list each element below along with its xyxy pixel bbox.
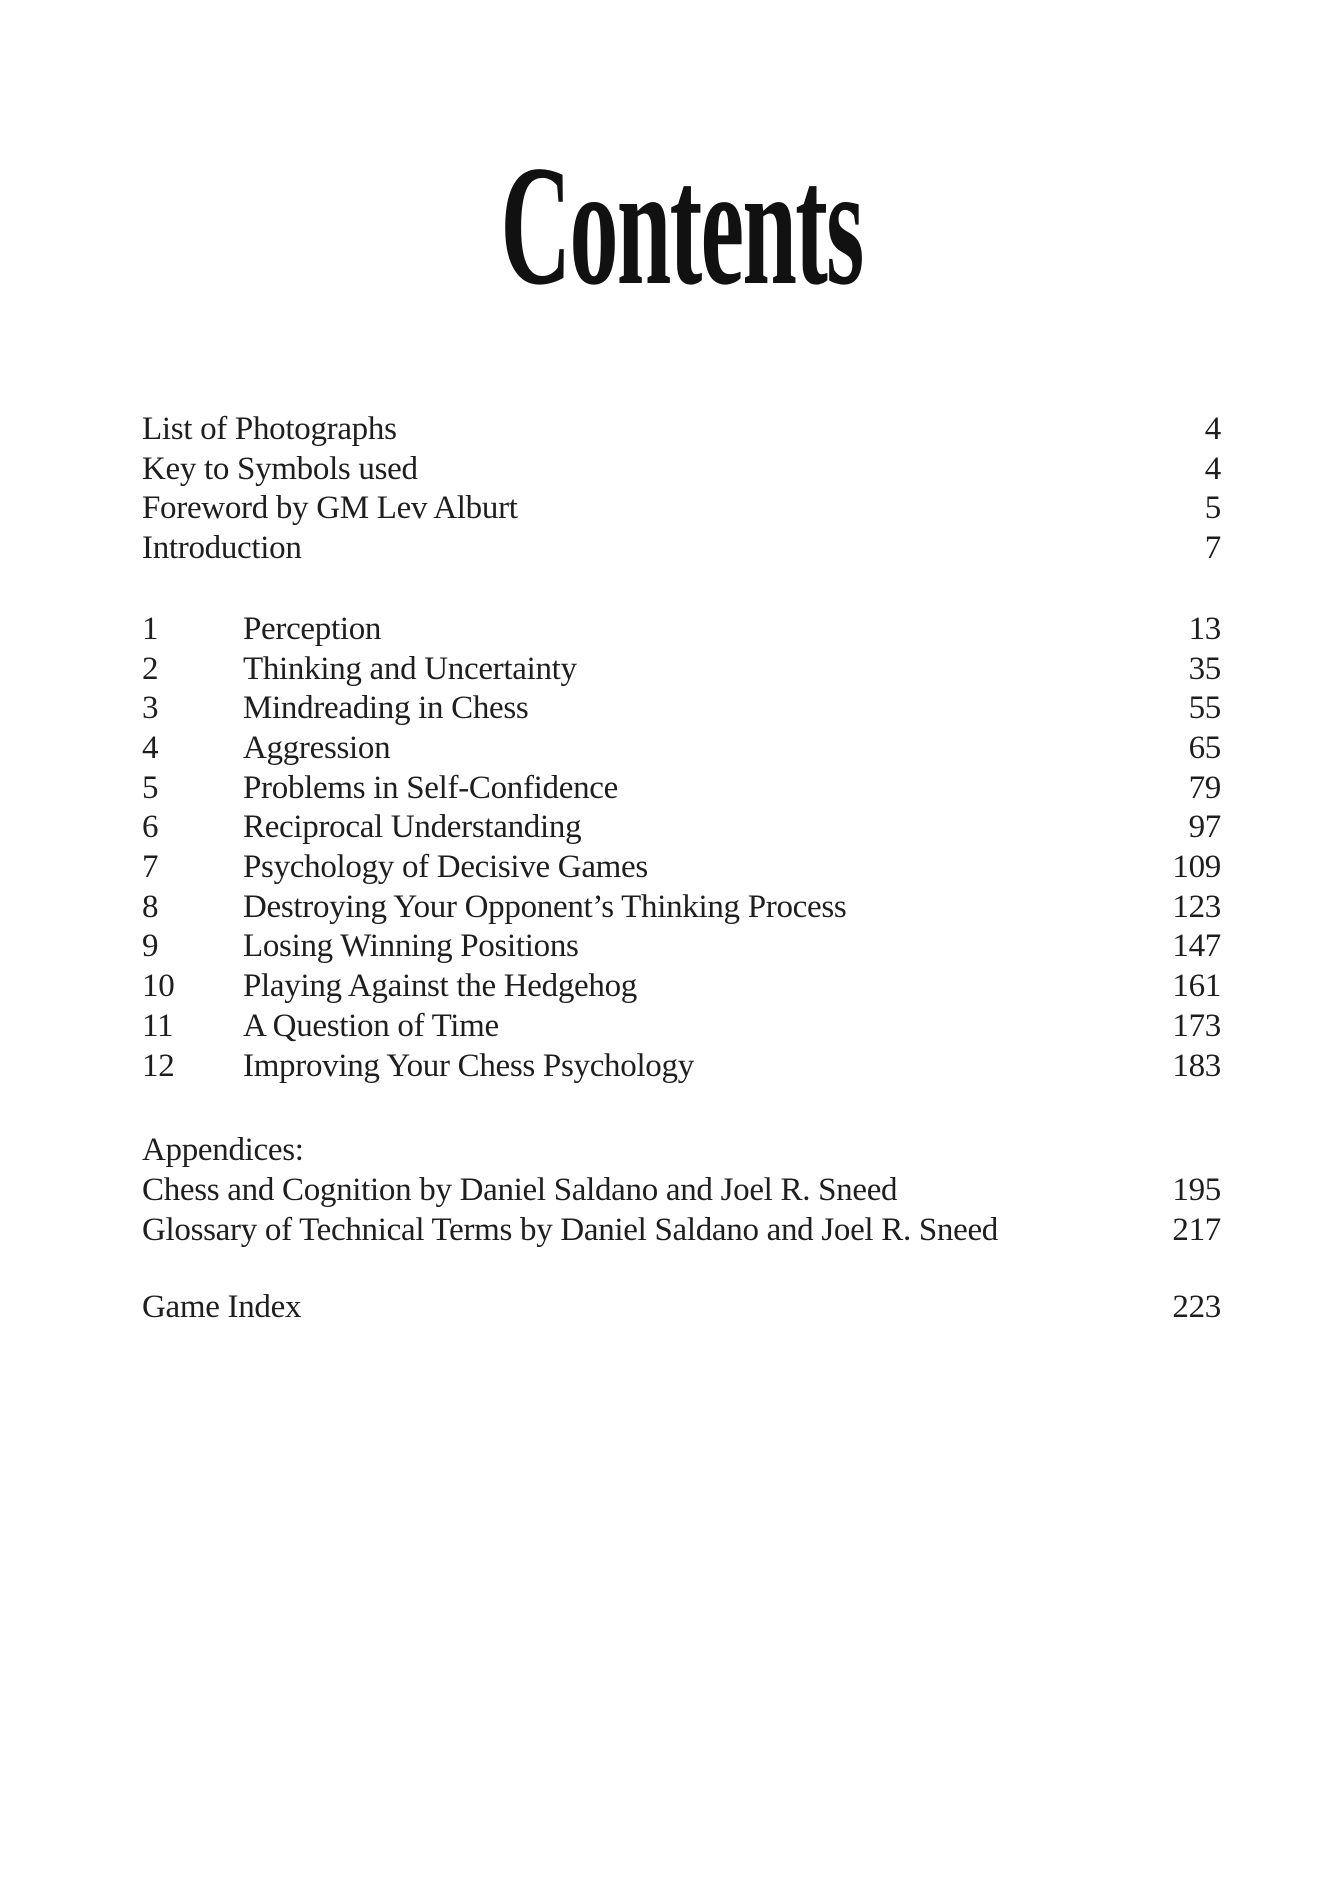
chapter-number: 5: [142, 769, 159, 806]
chapter-page: 123: [1172, 888, 1221, 925]
toc-chapter-entry: [142, 769, 1221, 809]
chapter-title: A Question of Time: [243, 1007, 499, 1044]
toc-entry-page: 7: [1204, 530, 1221, 567]
toc-entry: [142, 529, 1221, 569]
chapter-title: Reciprocal Understanding: [243, 809, 582, 846]
toc-chapter-entry: [142, 848, 1221, 888]
toc-chapter-entry: [142, 1047, 1221, 1087]
toc-chapter-entry: [142, 808, 1221, 848]
table-of-contents: [142, 410, 1221, 1328]
chapter-page: 183: [1172, 1047, 1221, 1084]
chapter-page: 13: [1188, 610, 1221, 647]
chapter-title: Perception: [243, 610, 382, 647]
chapter-number: 6: [142, 809, 159, 846]
toc-chapter-entry: [142, 888, 1221, 928]
chapter-title: Playing Against the Hedgehog: [243, 968, 637, 1005]
chapter-title: Thinking and Uncertainty: [243, 650, 577, 687]
toc-chapter-entry: [142, 1007, 1221, 1047]
chapter-page: 173: [1172, 1007, 1221, 1044]
chapter-page: 55: [1188, 690, 1221, 727]
chapter-number: 7: [142, 849, 159, 886]
chapter-number: 9: [142, 928, 159, 965]
toc-entry-page: 217: [1172, 1211, 1221, 1248]
toc-entry-page: 223: [1172, 1289, 1221, 1326]
toc-entry-page: 5: [1204, 490, 1221, 527]
chapter-number: 12: [142, 1047, 175, 1084]
chapter-title: Improving Your Chess Psychology: [243, 1047, 694, 1084]
chapter-number: 8: [142, 888, 159, 925]
toc-entry: [142, 1288, 1221, 1328]
back-matter-section: [142, 1288, 1221, 1328]
toc-entry-page: 4: [1204, 411, 1221, 447]
toc-entry-label: Game Index: [142, 1289, 302, 1326]
chapter-page: 147: [1172, 928, 1221, 965]
toc-chapter-entry: [142, 650, 1221, 690]
toc-entry-label: Foreword by GM Lev Alburt: [142, 490, 518, 527]
chapter-page: 109: [1172, 849, 1221, 886]
chapter-page: 97: [1188, 809, 1221, 846]
toc-entry: [142, 1211, 1221, 1251]
toc-entry-label: Chess and Cognition by Daniel Saldano and Joel R. Sneed: [142, 1171, 898, 1208]
toc-entry: [142, 1171, 1221, 1211]
chapter-number: 4: [142, 729, 159, 766]
chapter-number: 2: [142, 650, 159, 687]
chapter-title: Losing Winning Positions: [243, 928, 579, 965]
toc-chapter-entry: [142, 610, 1221, 650]
toc-entry-page: 4: [1204, 450, 1221, 487]
toc-entry: [142, 489, 1221, 529]
chapter-title: Destroying Your Opponent’s Thinking Process: [243, 888, 847, 925]
chapter-number: 1: [142, 610, 159, 647]
chapter-title: Aggression: [243, 729, 391, 766]
toc-chapter-entry: [142, 927, 1221, 967]
chapter-page: 79: [1188, 769, 1221, 806]
front-matter-section: [142, 410, 1221, 569]
chapter-page: 65: [1188, 729, 1221, 766]
chapter-title: Problems in Self-Confidence: [243, 769, 618, 806]
toc-chapter-entry: [142, 967, 1221, 1007]
appendices-heading: Appendices:: [142, 1132, 304, 1169]
toc-entry: [142, 450, 1221, 490]
page-title: Contents: [500, 131, 863, 321]
chapter-number: 3: [142, 690, 159, 727]
chapter-page: 35: [1188, 650, 1221, 687]
toc-chapter-entry: [142, 689, 1221, 729]
chapter-title: Psychology of Decisive Games: [243, 849, 648, 886]
toc-entry-label: Introduction: [142, 530, 302, 567]
toc-entry-page: 195: [1172, 1171, 1221, 1208]
toc-entry-label: Key to Symbols used: [142, 450, 418, 487]
toc-entry-label: Glossary of Technical Terms by Daniel Saldano and Joel R. Sneed: [142, 1211, 998, 1248]
appendices-heading-row: [142, 1131, 1221, 1171]
chapter-title: Mindreading in Chess: [243, 690, 529, 727]
toc-chapter-entry: [142, 729, 1221, 769]
toc-entry-label: List of Photographs: [142, 411, 397, 447]
chapters-section: [142, 610, 1221, 1086]
toc-entry: [142, 410, 1221, 450]
chapter-number: 11: [142, 1007, 174, 1044]
appendices-section: [142, 1131, 1221, 1250]
chapter-page: 161: [1172, 968, 1221, 1005]
chapter-number: 10: [142, 968, 175, 1005]
